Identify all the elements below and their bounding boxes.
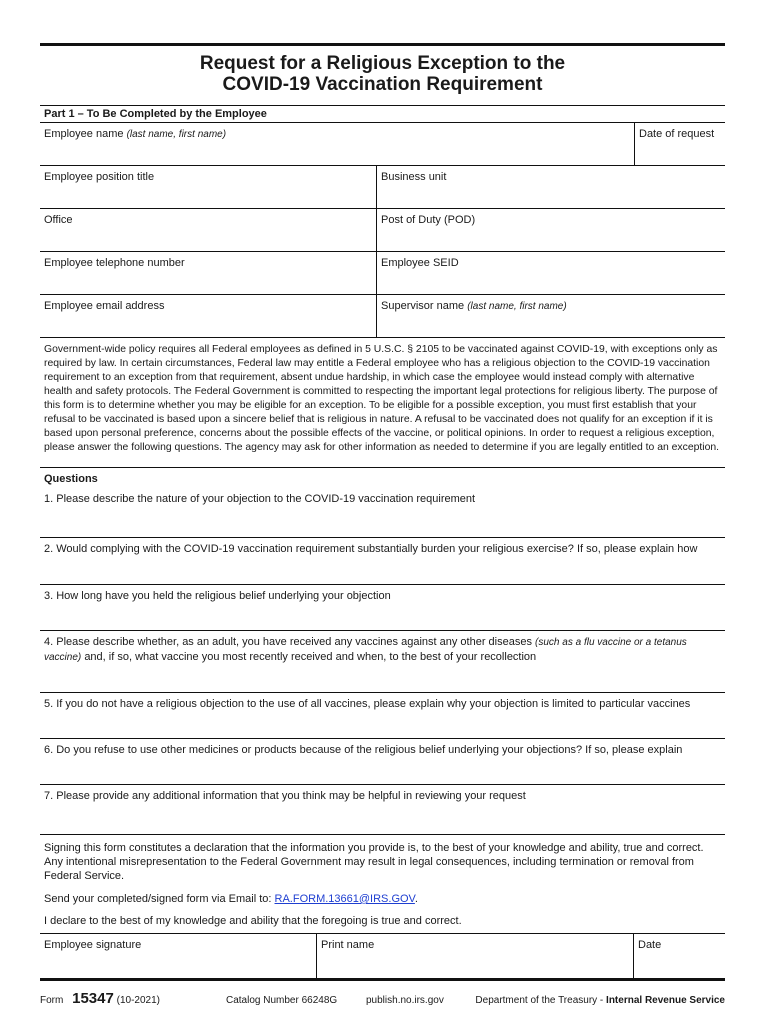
office-label: Office [44,214,73,226]
telephone-label: Employee telephone number [44,257,185,269]
footer-form-id [40,990,226,1007]
row-email [40,295,725,338]
question-6[interactable] [40,739,725,785]
row-position [40,166,725,209]
question-5-text: 5. If you do not have a religious objection to the use of all vaccines, please explain why your objection is limited to particular vaccines [44,698,691,710]
form-page [40,43,725,1007]
seid-field[interactable] [376,252,725,294]
question-3[interactable] [40,585,725,631]
employee-name-label: Employee name [44,128,124,140]
question-1-text: 1. Please describe the nature of your objection to the COVID-19 vaccination requirement [44,493,476,505]
signature-row [40,933,725,981]
row-employee-name [40,123,725,166]
employee-name-field[interactable] [40,123,634,165]
date-label: Date [638,939,662,951]
form-footer [40,990,725,1007]
post-of-duty-field[interactable] [376,209,725,251]
post-of-duty-label: Post of Duty (POD) [381,214,476,226]
question-7-text: 7. Please provide any additional information that you think may be helpful in reviewing your request [44,790,526,802]
top-rule [40,43,725,46]
business-unit-field[interactable] [376,166,725,208]
date-field[interactable] [633,934,725,978]
employee-name-hint: (last name, first name) [126,129,227,140]
send-period: . [414,893,418,905]
employee-signature-label: Employee signature [44,939,142,951]
telephone-field[interactable] [40,252,376,294]
question-3-text: 3. How long have you held the religious belief underlying your objection [44,590,391,602]
question-5[interactable] [40,693,725,739]
question-6-text: 6. Do you refuse to use other medicines or products because of the religious belief underlying your objections? If so, please explain [44,744,683,756]
send-instructions [40,883,725,905]
question-2-text: 2. Would complying with the COVID-19 vaccination requirement substantially burden your religious exercise? If so, please explain how [44,543,698,555]
employee-signature-field[interactable] [40,934,316,978]
seid-label: Employee SEID [381,257,459,269]
send-text: Send your completed/signed form via Email to: [44,893,272,905]
question-4[interactable] [40,631,725,693]
form-title-line2: COVID-19 Vaccination Requirement [222,74,543,95]
footer-catalog: Catalog Number 66248G [226,995,338,1006]
footer-dept: Department of the Treasury - [475,995,604,1006]
form-title-line1: Request for a Religious Exception to the [199,53,566,74]
questions-heading: Questions [44,473,98,485]
date-of-request-field[interactable] [634,123,725,165]
print-name-field[interactable] [316,934,633,978]
footer-revision: (10-2021) [116,995,160,1006]
question-2[interactable] [40,538,725,585]
supervisor-label: Supervisor name [381,300,465,312]
print-name-label: Print name [321,939,375,951]
row-telephone [40,252,725,295]
question-4-text-cont: and, if so, what vaccine you most recently received and when, to the best of your recollection [84,651,537,663]
row-office [40,209,725,252]
question-1[interactable] [40,488,725,538]
send-email-link[interactable]: RA.FORM.13661@IRS.GOV [274,893,415,905]
footer-department [472,995,725,1006]
declaration-text: Signing this form constitutes a declaration that the information you provide is, to the best of your knowledge and ability, true and correct. Any intentional misrepresentation to the Federal Government may result in legal consequences, including termination or removal from Federal Service. [44,842,704,882]
email-field[interactable] [40,295,376,337]
office-field[interactable] [40,209,376,251]
question-4-hint: (such as a flu vaccine or a tetanus vaccine) [44,637,687,663]
question-7[interactable] [40,785,725,835]
supervisor-field[interactable] [376,295,725,337]
supervisor-hint: (last name, first name) [467,301,567,312]
date-of-request-label: Date of request [639,128,715,140]
form-title [40,53,725,95]
footer-publish: publish.no.irs.gov [366,995,444,1006]
position-title-label: Employee position title [44,171,155,183]
email-label: Employee email address [44,300,165,312]
footer-form-number: 15347 [72,990,114,1007]
position-title-field[interactable] [40,166,376,208]
policy-text: Government-wide policy requires all Federal employees as defined in 5 U.S.C. § 2105 to be vaccinated against COVID-19, with exceptions only as required by law. In certain circumstances, Federal law may entitle a Federal employee who has a religious objection to the COVID-19 vaccination requirement to an exception from that requirement, absent undue hardship, in which case the employee would instead comply with alternative health and safety protocols. The Federal Government is committed to respecting the important legal protections for religious liberty. The purpose of this form is to determine whether you may be eligible for an exception. To be eligible for a possible exception, you must first establish that your refusal to be vaccinated is based upon a sincere belief that is religious in nature. A refusal to be vaccinated does not qualify for an exception if it is based upon personal preference, concerns about the possible effects of the vaccine, or political opinions. In order to request a religious exception, please answer the following questions. The agency may ask for other information as needed to determine if you are legally entitled to an exception. [40,338,725,468]
declare-statement: I declare to the best of my knowledge and ability that the foregoing is true and correct. [44,915,462,927]
footer-form-label: Form [40,995,64,1006]
footer-irs: Internal Revenue Service [606,995,725,1006]
part1-heading: Part 1 – To Be Completed by the Employee [44,108,267,120]
business-unit-label: Business unit [381,171,447,183]
question-4-text: 4. Please describe whether, as an adult, you have received any vaccines against any other diseases [44,636,532,648]
